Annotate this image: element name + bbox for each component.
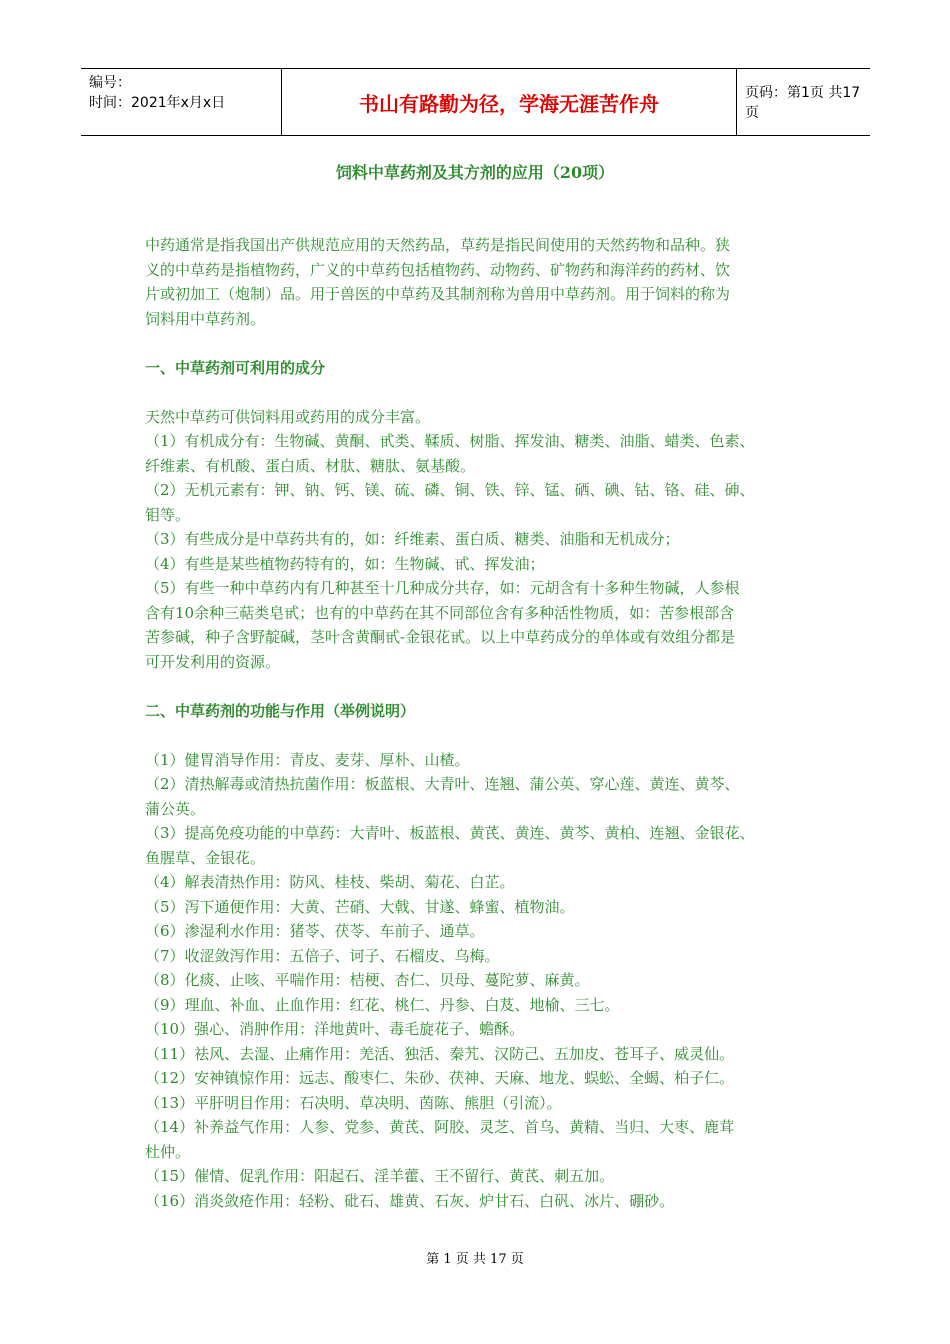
body-line: 杜仲。 — [145, 1142, 191, 1161]
body-line: （9）理血、补血、止血作用：红花、桃仁、丹参、白芨、地榆、三七。 — [145, 995, 620, 1014]
body-line: （2）清热解毒或清热抗菌作用：板蓝根、大青叶、连翘、蒲公英、穿心莲、黄连、黄芩、 — [145, 775, 740, 793]
intro-line: 义的中草药是指植物药，广义的中草药包括植物药、动物药、矿物药和海洋药的药材、饮 — [145, 260, 731, 279]
body-line: 苦参碱，种子含野靛碱，茎叶含黄酮甙-金银花甙。以上中草药成分的单体或有效组分都是 — [145, 628, 736, 646]
body-line: （11）祛风、去湿、止痛作用：羌活、独活、秦艽、汉防己、五加皮、苍耳子、威灵仙。 — [145, 1044, 735, 1063]
body-line: （6）渗湿利水作用：猪苓、茯苓、车前子、通草。 — [145, 922, 485, 940]
header-left-cell — [81, 69, 282, 135]
page-footer: 第 1 页 共 17 页 — [426, 1252, 524, 1267]
intro-line: 饲料用中草药剂。 — [145, 309, 266, 328]
document-header — [81, 68, 870, 136]
body-line: 含有10余种三萜类皂甙；也有的中草药在其不同部位含有多种活性物质，如：苦参根部含 — [145, 603, 735, 622]
body-line: （14）补养益气作用：人参、党参、黄芪、阿胶、灵芝、首乌、黄精、当归、大枣、鹿茸 — [145, 1118, 735, 1136]
document-body — [145, 233, 825, 1213]
section-heading: 一、中草药剂可利用的成分 — [145, 358, 326, 377]
time-label: 时间：2021年x月x日 — [89, 95, 226, 111]
body-line: 钼等。 — [145, 505, 191, 524]
body-line: （1）有机成分有：生物碱、黄酮、甙类、鞣质、树脂、挥发油、糖类、油脂、蜡类、色素、 — [145, 432, 755, 450]
body-line: （2）无机元素有：钾、钠、钙、镁、硫、磷、铜、铁、锌、锰、硒、碘、钴、铬、硅、砷、 — [145, 481, 755, 499]
body-line: 鱼腥草、金银花。 — [145, 848, 266, 867]
body-line: （15）催情、促乳作用：阳起石、淫羊藿、王不留行、黄芪、刺五加。 — [145, 1167, 615, 1185]
section-heading: 二、中草药剂的功能与作用（举例说明） — [145, 701, 416, 720]
body-line: 蒲公英。 — [145, 799, 206, 818]
intro-line: 片或初加工（炮制）品。用于兽医的中草药及其制剂称为兽用中草药剂。用于饲料的称为 — [145, 285, 731, 303]
body-line: （3）提高免疫功能的中草药：大青叶、板蓝根、黄芪、黄连、黄芩、黄柏、连翘、金银花、 — [145, 824, 755, 842]
body-line: （4）解表清热作用：防风、桂枝、柴胡、菊花、白芷。 — [145, 873, 515, 891]
body-line: （12）安神镇惊作用：远志、酸枣仁、朱砂、茯神、天麻、地龙、蜈蚣、全蝎、柏子仁。 — [145, 1069, 735, 1087]
body-line: （5）有些一种中草药内有几种甚至十几种成分共存，如：元胡含有十多种生物碱，人参根 — [145, 579, 740, 597]
body-line: （4）有些是某些植物药特有的，如：生物碱、甙、挥发油； — [145, 554, 545, 573]
body-line: （5）泻下通便作用：大黄、芒硝、大戟、甘遂、蜂蜜、植物油。 — [145, 897, 575, 916]
body-line: （16）消炎敛疮作用：轻粉、砒石、雄黄、石灰、炉甘石、白矾、冰片、硼砂。 — [145, 1191, 675, 1210]
body-line: 可开发利用的资源。 — [145, 652, 281, 671]
header-motto: 书山有路勤为径，学海无涯苦作舟 — [282, 69, 737, 135]
header-page-info: 页码：第1页 共17页 — [745, 85, 861, 121]
number-label: 编号： — [89, 75, 131, 91]
body-line: （7）收涩敛泻作用：五倍子、诃子、石榴皮、乌梅。 — [145, 946, 500, 965]
body-line: （13）平肝明目作用：石决明、草决明、茵陈、熊胆（引流）。 — [145, 1093, 562, 1112]
body-line: （10）强心、消肿作用：洋地黄叶、毒毛旋花子、蟾酥。 — [145, 1020, 525, 1038]
body-line: （8）化痰、止咳、平喘作用：桔梗、杏仁、贝母、蔓陀萝、麻黄。 — [145, 971, 590, 989]
body-line: 纤维素、有机酸、蛋白质、材肽、糖肽、氨基酸。 — [145, 456, 476, 475]
document-title: 饲料中草药剂及其方剂的应用（20项） — [335, 163, 615, 182]
intro-line: 中药通常是指我国出产供规范应用的天然药品，草药是指民间使用的天然药物和品种。狭 — [145, 236, 731, 254]
body-line: 天然中草药可供饲料用或药用的成分丰富。 — [145, 407, 431, 426]
body-line: （3）有些成分是中草药共有的，如：纤维素、蛋白质、糖类、油脂和无机成分； — [145, 530, 680, 548]
body-line: （1）健胃消导作用：青皮、麦芽、厚朴、山楂。 — [145, 750, 470, 769]
